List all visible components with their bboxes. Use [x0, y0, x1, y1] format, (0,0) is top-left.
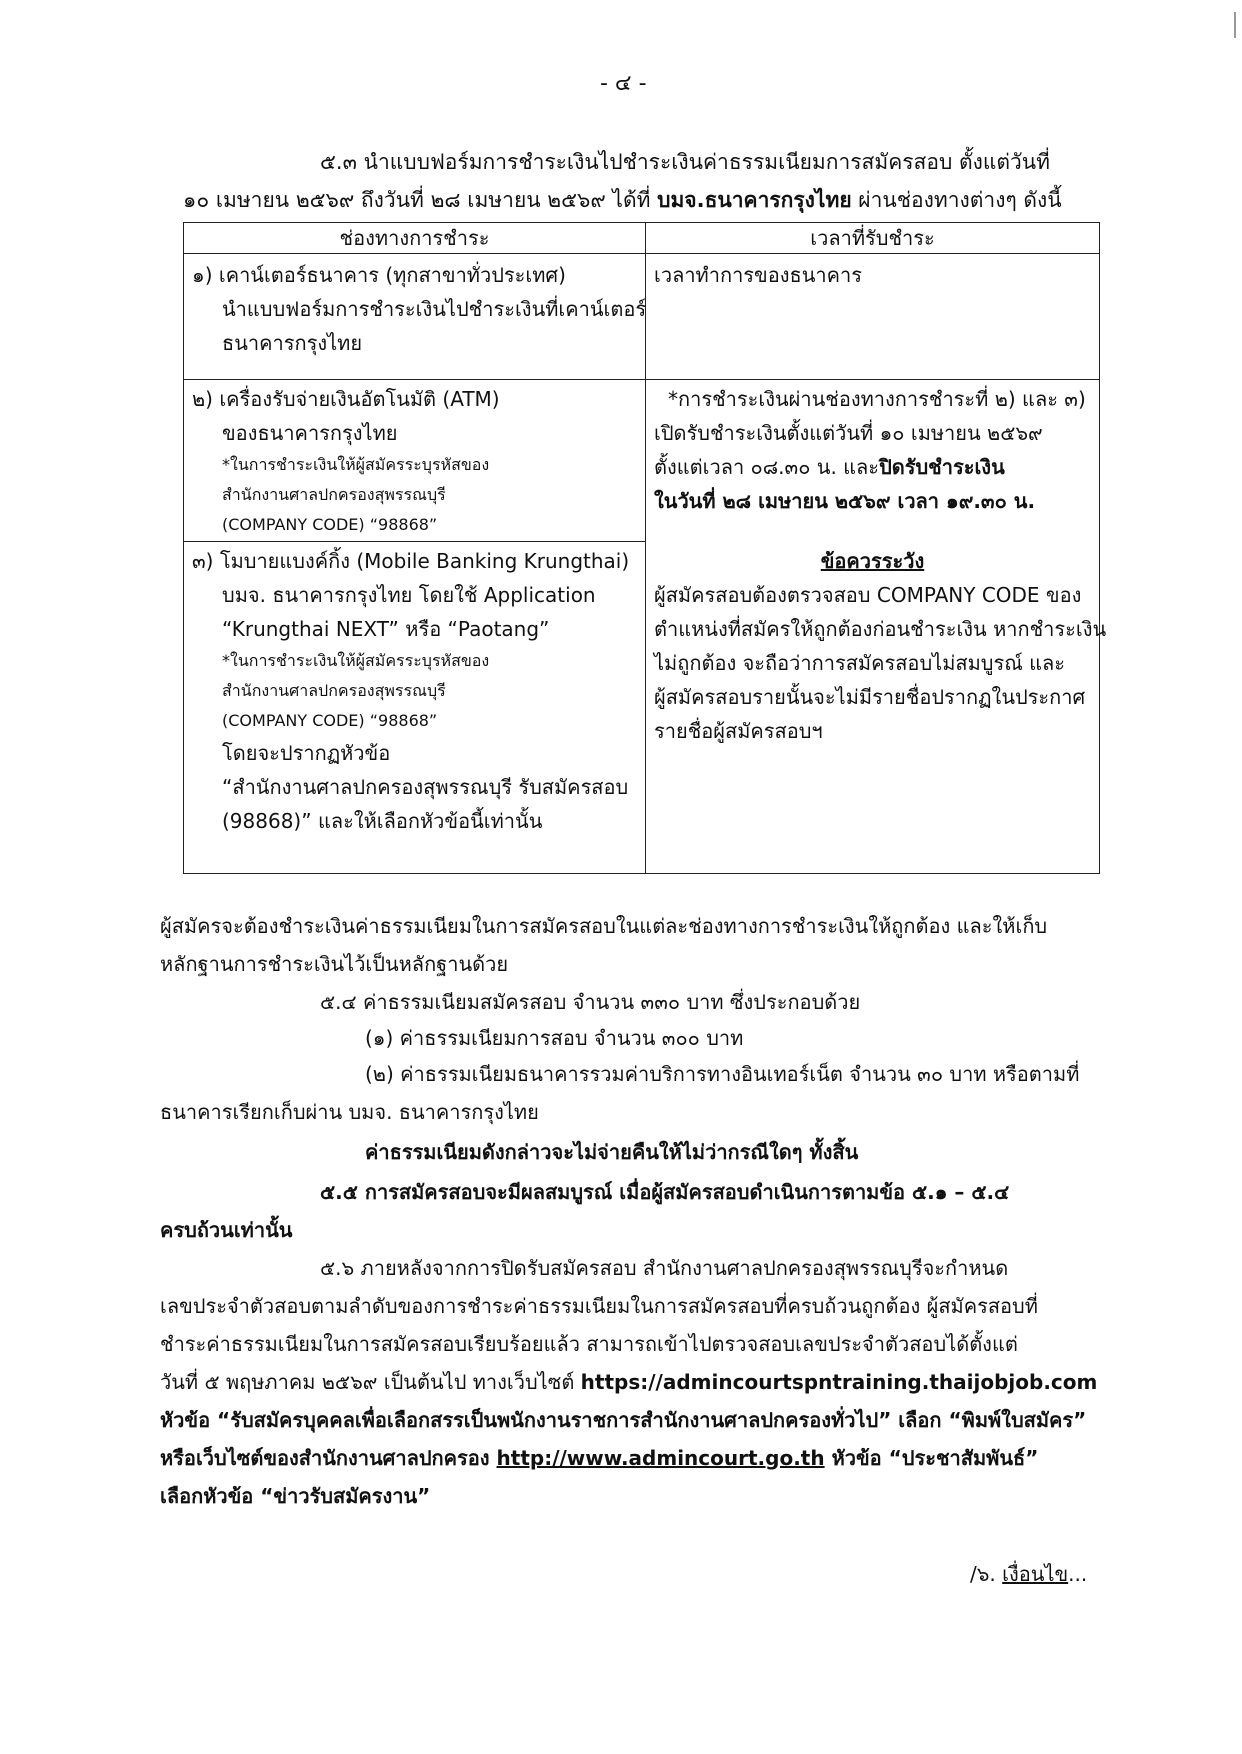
sec56-line-4 [160, 1368, 1097, 1396]
intro-suffix: ผ่านช่องทางต่างๆ ดังนี้ [851, 188, 1062, 212]
intro-line-1: ๕.๓ นำแบบฟอร์มการชำระเงินไปชำระเงินค่าธรรมเนียมการสมัครสอบ ตั้งแต่วันที่ [320, 150, 1051, 174]
row3-note: (COMPANY CODE) “98868” [222, 711, 438, 730]
footer-text: ... [1068, 1562, 1088, 1586]
payment-channels-table [183, 222, 1107, 874]
row3-note: *ในการชำระเงินให้ผู้สมัครระบุรหัสของ [222, 651, 490, 670]
time-note-line [654, 450, 1091, 484]
caution-line: ไม่ถูกต้อง จะถือว่าการสมัครสอบไม่สมบูรณ์ และ [654, 651, 1066, 675]
caution-title: ข้อควรระวัง [820, 549, 925, 573]
header-channel: ช่องทางการชำระ [184, 223, 646, 254]
time-note-bold: ปิดรับชำระเงิน [879, 455, 1005, 479]
row2-channel [184, 380, 646, 542]
admincourt-url[interactable]: http://www.admincourt.go.th [496, 1446, 825, 1470]
sec56-line-2: เลขประจำตัวสอบตามลำดับของการชำระค่าธรรมเนียมในการสมัครสอบที่ครบถ้วนถูกต้อง ผู้สมัครสอบที่ [160, 1294, 1038, 1318]
row2-line: ของธนาคารกรุงไทย [222, 421, 398, 445]
training-site-url[interactable]: https://admincourtspntraining.thaijobjob.com [580, 1370, 1098, 1394]
table-row [184, 380, 1100, 542]
footer-link: เงื่อนไข [1002, 1562, 1069, 1586]
fee-item-1: (๑) ค่าธรรมเนียมการสอบ จำนวน ๓๐๐ บาท [365, 1026, 744, 1050]
row3-tail: (98868)” และให้เลือกหัวข้อนี้เท่านั้น [222, 809, 543, 833]
header-time: เวลาที่รับชำระ [646, 223, 1100, 254]
after-table-line: หลักฐานการชำระเงินไว้เป็นหลักฐานด้วย [160, 952, 509, 976]
page-number: - ๔ - [600, 71, 647, 96]
row3-channel [184, 542, 646, 874]
sec56-line-5: หัวข้อ “รับสมัครบุคคลเพื่อเลือกสรรเป็นพนักงานราชการสำนักงานศาลปกครองทั่วไป” เลือก “พิมพ์ใบสมัคร” [160, 1408, 1087, 1432]
time-note-line: เปิดรับชำระเงินตั้งแต่วันที่ ๑๐ เมษายน ๒๕๖๙ [654, 421, 1043, 445]
caution-line: รายชื่อผู้สมัครสอบฯ [654, 719, 823, 743]
time-note-line: *การชำระเงินผ่านช่องทางการชำระที่ ๒) และ ๓) [668, 387, 1086, 411]
fee-line: ๕.๔ ค่าธรรมเนียมสมัครสอบ จำนวน ๓๓๐ บาท ซึ่งประกอบด้วย [320, 990, 861, 1014]
row1-title: ๑) เคาน์เตอร์ธนาคาร (ทุกสาขาทั่วประเทศ) [192, 263, 566, 287]
intro-line-2 [183, 186, 1062, 214]
row3-line: บมจ. ธนาคารกรุงไทย โดยใช้ Application [222, 583, 596, 607]
sec56-line-7: เลือกหัวข้อ “ข่าวรับสมัครงาน” [160, 1484, 431, 1508]
sec56-line-1: ๕.๖ ภายหลังจากการปิดรับสมัครสอบ สำนักงานศาลปกครองสุพรรณบุรีจะกำหนด [320, 1256, 1009, 1280]
row1-line: ธนาคารกรุงไทย [222, 331, 363, 355]
row1-channel [184, 254, 646, 380]
row3-line: “Krungthai NEXT” หรือ “Paotang” [222, 617, 550, 641]
sec56-line-6 [160, 1444, 1038, 1472]
table-row [184, 254, 1100, 380]
row2-title: ๒) เครื่องรับจ่ายเงินอัตโนมัติ (ATM) [192, 387, 500, 411]
caution-line: ผู้สมัครสอบรายนั้นจะไม่มีรายชื่อปรากฏในประกาศ [654, 685, 1086, 709]
intro-text: ๑๐ เมษายน ๒๕๖๙ ถึงวันที่ ๒๘ เมษายน ๒๕๖๙ ได้ที่ [183, 188, 658, 212]
row1-line: นำแบบฟอร์มการชำระเงินไปชำระเงินที่เคาน์เตอร์ [222, 297, 647, 321]
bank-name: บมจ.ธนาคารกรุงไทย [657, 188, 852, 212]
payment-time-details [646, 380, 1107, 874]
after-table-line: ผู้สมัครจะต้องชำระเงินค่าธรรมเนียมในการสมัครสอบในแต่ละช่องทางการชำระเงินให้ถูกต้อง และให้เก็บ [160, 914, 1048, 938]
closing-time: ในวันที่ ๒๘ เมษายน ๒๕๖๙ เวลา ๑๙.๓๐ น. [654, 489, 1036, 513]
sec55-line-2: ครบถ้วนเท่านั้น [160, 1218, 293, 1242]
row3-tail: โดยจะปรากฏหัวข้อ [222, 741, 391, 765]
row3-note: สำนักงานศาลปกครองสุพรรณบุรี [222, 681, 446, 700]
sec56-text: หรือเว็บไซต์ของสำนักงานศาลปกครอง [160, 1446, 497, 1470]
continued-footer [970, 1560, 1087, 1588]
footer-text: /๖. [970, 1562, 1003, 1586]
row3-tail: “สำนักงานศาลปกครองสุพรรณบุรี รับสมัครสอบ [222, 775, 629, 799]
row2-note: (COMPANY CODE) “98868” [222, 515, 438, 534]
table-header-row [184, 223, 1100, 254]
time-note-text: ตั้งแต่เวลา ๐๘.๓๐ น. และ [654, 455, 880, 479]
fee-item-2-cont: ธนาคารเรียกเก็บผ่าน บมจ. ธนาคารกรุงไทย [160, 1100, 539, 1124]
sec56-text: วันที่ ๕ พฤษภาคม ๒๕๖๙ เป็นต้นไป ทางเว็บไซต์ [160, 1370, 581, 1394]
no-refund-notice: ค่าธรรมเนียมดังกล่าวจะไม่จ่ายคืนให้ไม่ว่ากรณีใดๆ ทั้งสิ้น [365, 1140, 859, 1164]
scan-edge-mark [1234, 12, 1236, 38]
row2-note: *ในการชำระเงินให้ผู้สมัครระบุรหัสของ [222, 455, 490, 474]
row2-note: สำนักงานศาลปกครองสุพรรณบุรี [222, 485, 446, 504]
row1-time-text: เวลาทำการของธนาคาร [654, 263, 862, 287]
row3-title: ๓) โมบายแบงค์กิ้ง (Mobile Banking Krungthai) [192, 549, 630, 573]
sec55-line-1: ๕.๕ การสมัครสอบจะมีผลสมบูรณ์ เมื่อผู้สมัครสอบดำเนินการตามข้อ ๕.๑ – ๕.๔ [320, 1180, 1010, 1204]
row1-time [646, 254, 1100, 380]
sec56-text: หัวข้อ “ประชาสัมพันธ์” [824, 1446, 1039, 1470]
caution-line: ตำแหน่งที่สมัครให้ถูกต้องก่อนชำระเงิน หากชำระเงิน [654, 617, 1107, 641]
sec56-line-3: ชำระค่าธรรมเนียมในการสมัครสอบเรียบร้อยแล้ว สามารถเข้าไปตรวจสอบเลขประจำตัวสอบได้ตั้งแต่ [160, 1332, 1018, 1356]
caution-line: ผู้สมัครสอบต้องตรวจสอบ COMPANY CODE ของ [654, 583, 1082, 607]
fee-item-2: (๒) ค่าธรรมเนียมธนาคารรวมค่าบริการทางอินเทอร์เน็ต จำนวน ๓๐ บาท หรือตามที่ [365, 1062, 1080, 1086]
